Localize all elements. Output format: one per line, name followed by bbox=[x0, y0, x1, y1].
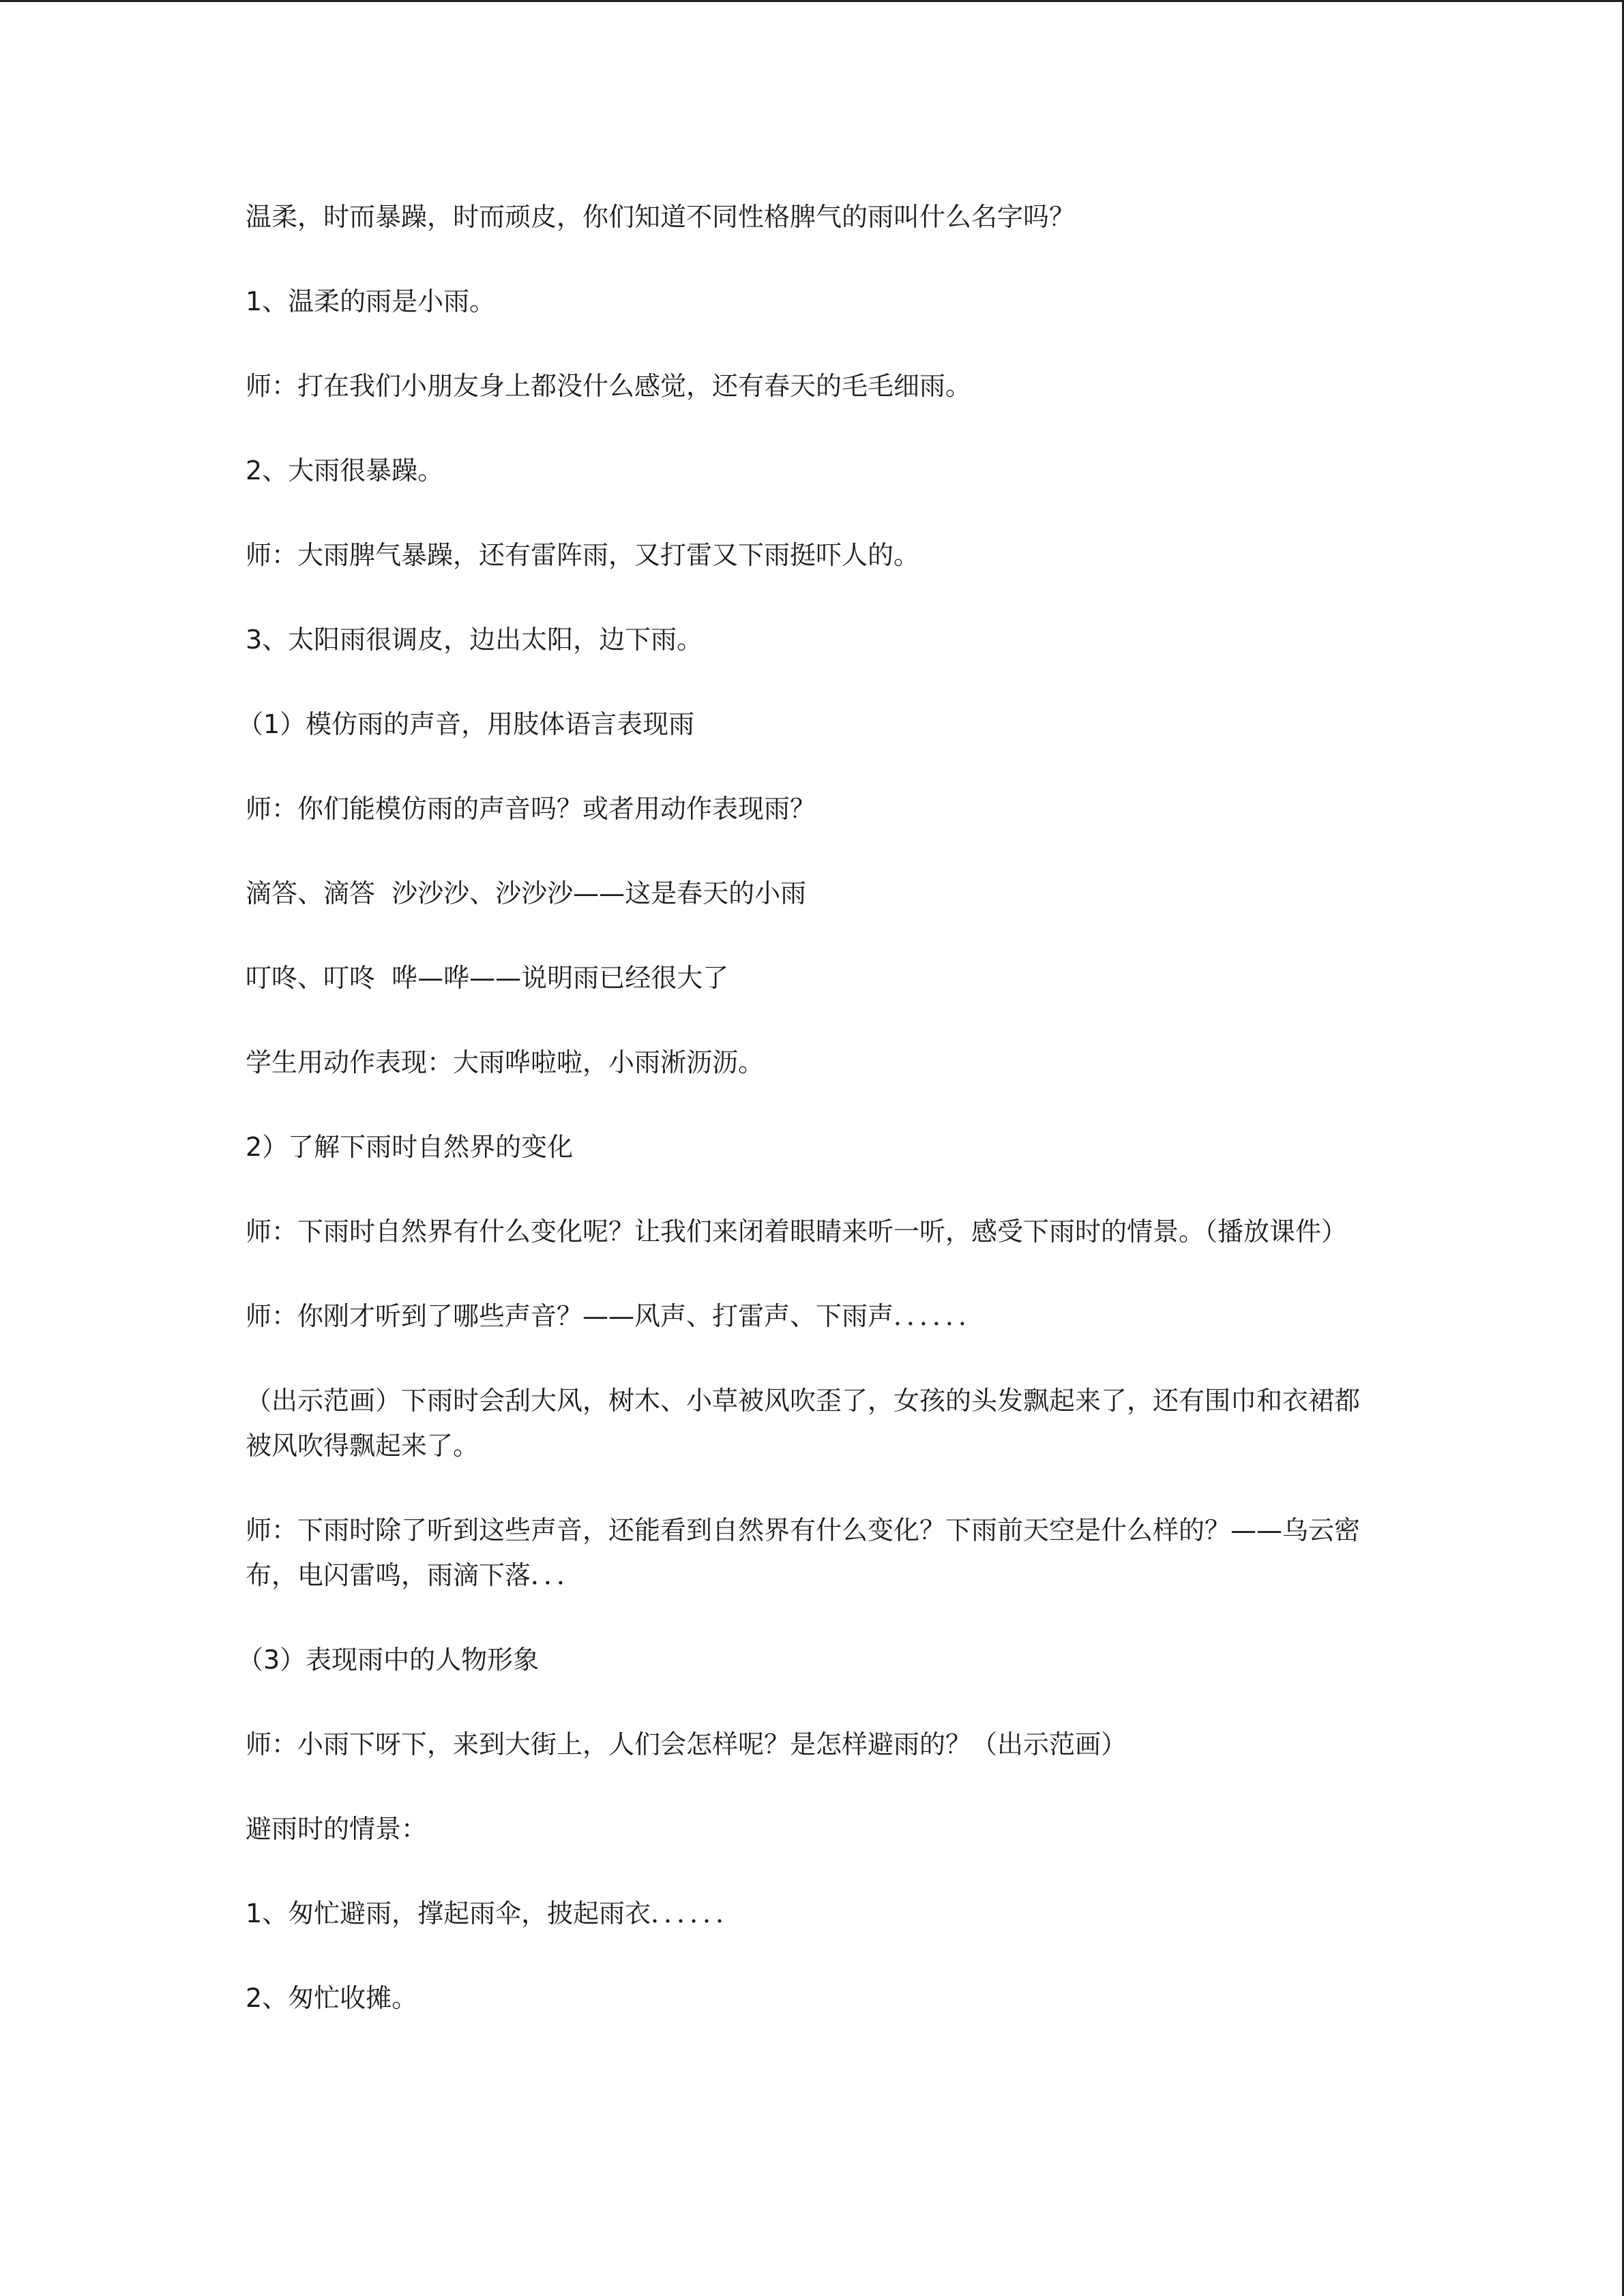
paragraph-item-3: 3、太阳雨很调皮，边出太阳，边下雨。 bbox=[246, 625, 703, 655]
paragraph-teacher-6: 师：下雨时除了听到这些声音，还能看到自然界有什么变化？下雨前天空是什么样的？——乌云密布，电闪雷鸣，雨滴下落．．． bbox=[246, 1515, 1361, 1590]
paragraph-item-1: 1、温柔的雨是小雨。 bbox=[246, 286, 496, 316]
paragraph-scene-2: 2、匆忙收摊。 bbox=[246, 1983, 418, 2013]
paragraph-teacher-1: 师：打在我们小朋友身上都没什么感觉，还有春天的毛毛细雨。 bbox=[246, 371, 972, 401]
paragraph-teacher-7: 师：小雨下呀下，来到大街上，人们会怎样呢？是怎样避雨的？（出示范画） bbox=[246, 1729, 1127, 1759]
paragraph-scene-title: 避雨时的情景： bbox=[246, 1814, 428, 1844]
document-body bbox=[237, 194, 1371, 2060]
paragraph-item-2: 2、大雨很暴躁。 bbox=[246, 456, 444, 486]
section-heading-2: 2）了解下雨时自然界的变化 bbox=[246, 1132, 574, 1162]
paragraph-student-action: 学生用动作表现：大雨哗啦啦，小雨淅沥沥。 bbox=[246, 1047, 765, 1077]
paragraph-teacher-3: 师：你们能模仿雨的声音吗？或者用动作表现雨？ bbox=[246, 794, 816, 824]
paragraph-teacher-4: 师：下雨时自然界有什么变化呢？让我们来闭着眼睛来听一听，感受下雨时的情景。（播放课件） bbox=[246, 1217, 1348, 1247]
paragraph-intro: 温柔，时而暴躁，时而顽皮，你们知道不同性格脾气的雨叫什么名字吗？ bbox=[246, 202, 1076, 232]
paragraph-teacher-5: 师：你刚才听到了哪些声音？——风声、打雷声、下雨声．．．．．． bbox=[246, 1301, 985, 1331]
paragraph-scene-1: 1、匆忙避雨，撑起雨伞，披起雨衣．．．．．． bbox=[246, 1898, 742, 1928]
paragraph-example-picture: （出示范画）下雨时会刮大风，树木、小草被风吹歪了，女孩的头发飘起来了，还有围巾和衣裙都被风吹得飘起来了。 bbox=[246, 1386, 1361, 1461]
paragraph-teacher-2: 师：大雨脾气暴躁，还有雷阵雨，又打雷又下雨挺吓人的。 bbox=[246, 540, 920, 570]
section-heading-3: （3）表现雨中的人物形象 bbox=[237, 1645, 540, 1675]
section-heading-1: （1）模仿雨的声音，用肢体语言表现雨 bbox=[237, 709, 695, 739]
paragraph-sound-1: 滴答、滴答 沙沙沙、沙沙沙——这是春天的小雨 bbox=[246, 878, 807, 908]
paragraph-sound-2: 叮咚、叮咚 哗—哗——说明雨已经很大了 bbox=[246, 963, 729, 993]
